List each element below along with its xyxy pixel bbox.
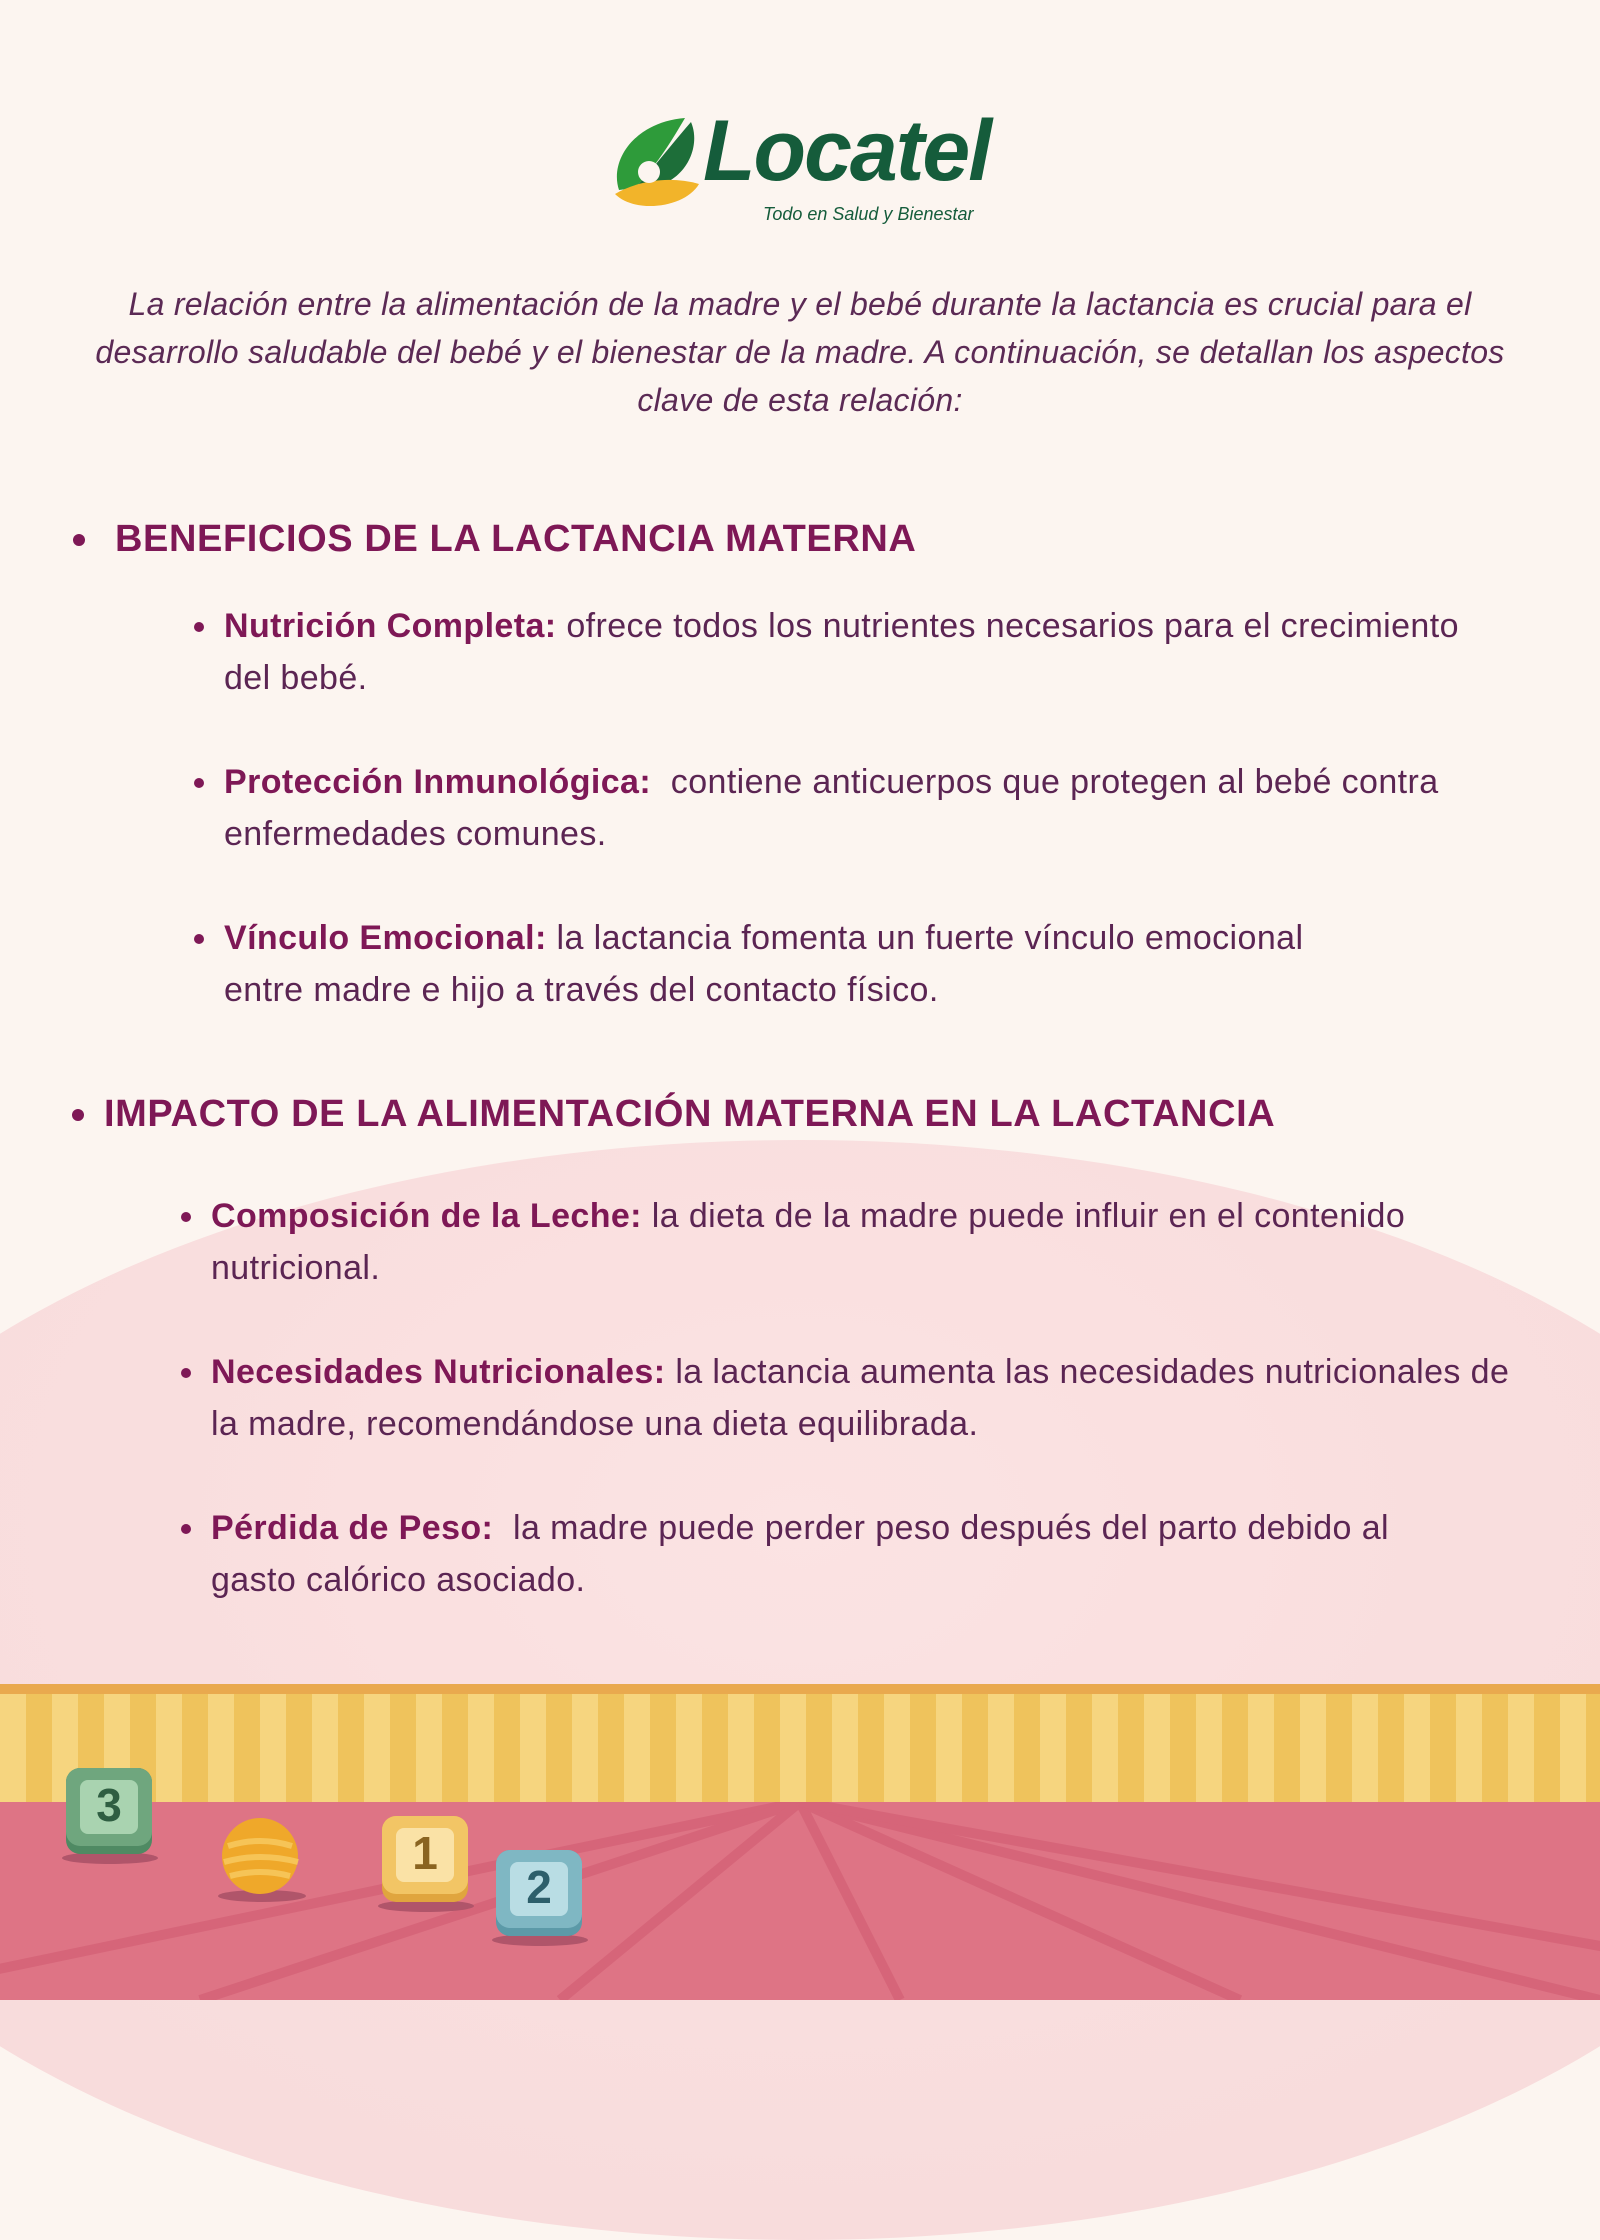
section-heading-impacto <box>104 1093 1275 1136</box>
bullet-icon <box>181 1212 191 1222</box>
bullet-icon <box>72 1109 84 1121</box>
list-item-perdida-peso <box>211 1502 1461 1606</box>
item-text: la lactancia fomenta un fuerte vínculo emocional entre madre e hijo a través del contacto físico. <box>224 919 1314 1009</box>
toy-ball <box>218 1816 308 1902</box>
bullet-icon <box>194 934 204 944</box>
item-text: contiene anticuerpos que protegen al bebé contra enfermedades comunes. <box>224 763 1449 853</box>
item-term: Necesidades Nutricionales: <box>211 1353 666 1391</box>
list-item-vinculo <box>224 912 1374 1016</box>
brand-name: Locatel <box>703 103 991 199</box>
block-number: 1 <box>412 1827 438 1879</box>
item-term: Protección Inmunológica: <box>224 763 652 801</box>
item-term: Vínculo Emocional: <box>224 919 547 957</box>
bullet-icon <box>73 534 85 546</box>
brand-tagline: Todo en Salud y Bienestar <box>763 204 974 224</box>
section-title: IMPACTO DE LA ALIMENTACIÓN MATERNA EN LA LACTANCIA <box>104 1093 1276 1135</box>
block-number: 2 <box>526 1861 552 1913</box>
item-text: ofrece todos los nutrientes necesarios para el crecimiento del bebé. <box>224 607 1469 697</box>
toy-block-2 <box>492 1846 592 1946</box>
item-text: la dieta de la madre puede influir en el contenido nutricional. <box>211 1197 1416 1287</box>
striped-wall-band <box>0 1684 1600 1802</box>
block-number: 3 <box>96 1779 122 1831</box>
item-term: Nutrición Completa: <box>224 607 557 645</box>
toy-block-3 <box>62 1766 162 1866</box>
bullet-icon <box>181 1524 191 1534</box>
leaf-logo-icon <box>605 110 705 220</box>
item-text: la lactancia aumenta las necesidades nutricionales de la madre, recomendándose una dieta equilibrada. <box>211 1353 1520 1443</box>
bullet-icon <box>194 778 204 788</box>
section-heading-beneficios <box>115 518 916 561</box>
item-term: Pérdida de Peso: <box>211 1509 494 1547</box>
item-text: la madre puede perder peso después del parto debido al gasto calórico asociado. <box>211 1509 1399 1599</box>
intro-paragraph: La relación entre la alimentación de la madre y el bebé durante la lactancia es crucial para el desarrollo saludable del bebé y el bienestar de la madre. A continuación, se detallan los aspectos clave de esta relación: <box>95 286 1505 418</box>
list-item-proteccion <box>224 756 1494 860</box>
bullet-icon <box>194 622 204 632</box>
section-title: BENEFICIOS DE LA LACTANCIA MATERNA <box>115 518 917 560</box>
locatel-logo <box>605 103 1005 233</box>
toy-block-1 <box>378 1812 478 1912</box>
list-item-composicion <box>211 1190 1481 1294</box>
bullet-icon <box>181 1368 191 1378</box>
list-item-nutricion <box>224 600 1494 704</box>
list-item-necesidades <box>211 1346 1520 1450</box>
item-term: Composición de la Leche: <box>211 1197 642 1235</box>
